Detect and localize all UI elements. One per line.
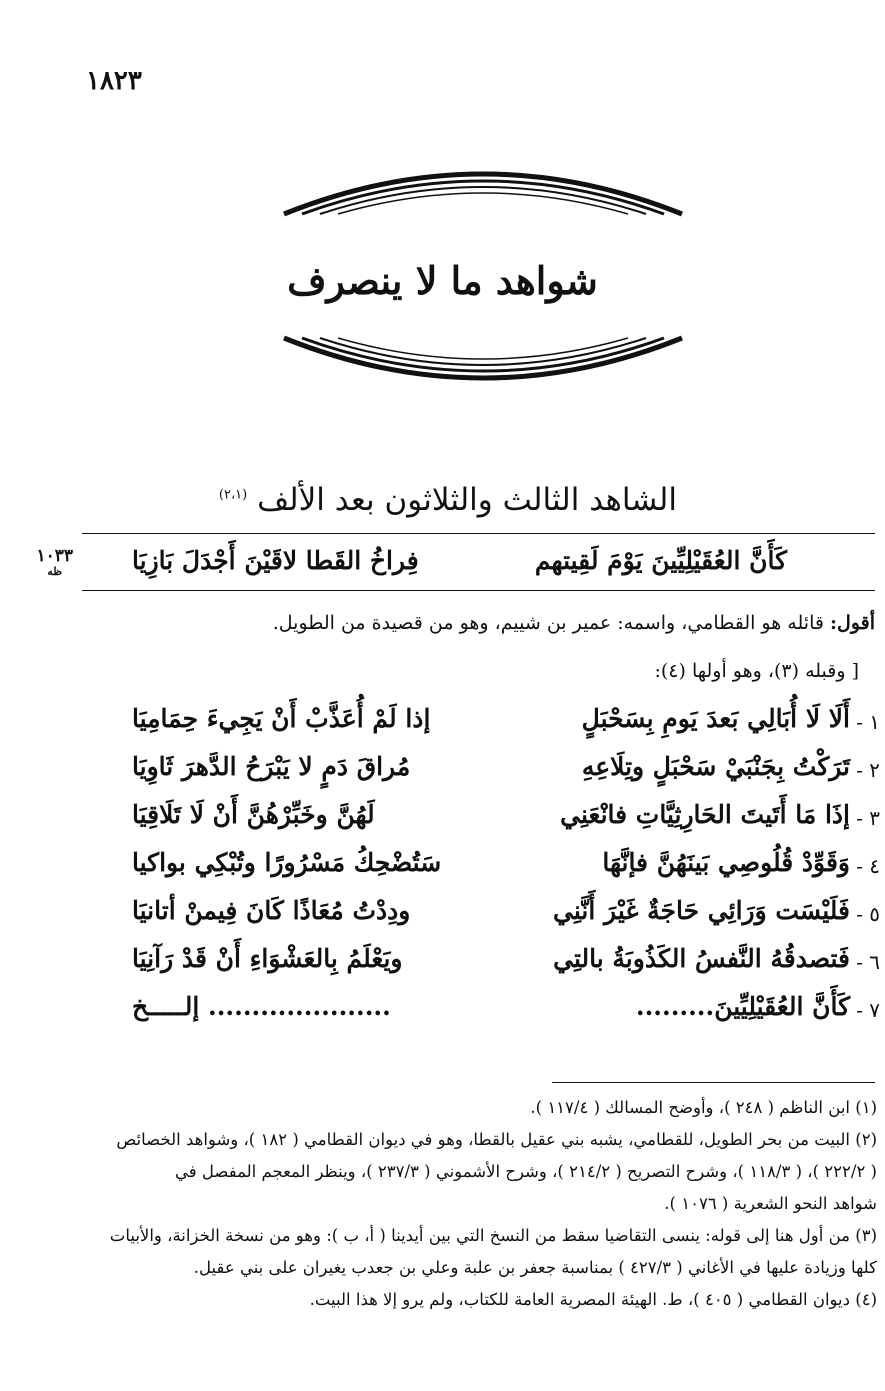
poem-line-sadr: كَأَنَّ العُقَيْلِيِّينَ......... — [635, 992, 850, 1021]
section-title — [219, 482, 677, 518]
poem-line-number: ١ - — [856, 710, 880, 734]
footnote-line: (٢) البيت من بحر الطويل، للقطامي، يشبه بني عقيل بالقطا، وهو في ديوان القطامي ( ١٨٢ )، وشواهد الخصائص — [116, 1130, 877, 1149]
poem-line-sadr: أَلَا لَا أُبَالِي بَعدَ يَومِ بِسَحْبَلٍ — [581, 704, 850, 733]
poem-line-number: ٧ - — [856, 998, 880, 1022]
poem-line-ajz: إذا لَمْ أُعَذَّبْ أَنْ يَجِيءَ حِمَامِيَا — [132, 704, 431, 733]
poem-line-sadr: وَقَوِّدْ قُلُوصِي بَينَهُنَّ فإنَّهَا — [602, 848, 850, 877]
shahid-marker: ظه — [47, 565, 63, 578]
intro-text: قائله هو القطامي، واسمه: عمير بن شييم، وهو من قصيدة من الطويل. — [272, 612, 824, 634]
poem-line-sadr: تَرَكْتُ بِجَنْبَيْ سَحْبَلٍ وتِلَاعِهِ — [581, 752, 850, 781]
footnote-line: (٣) من أول هنا إلى قوله: ينسى التقاضيا سقط من النسخ التي بين أيدينا ( أ، ب ): وهو من نسخة الخزانة، والأبيات — [109, 1226, 877, 1245]
shahid-number — [36, 548, 73, 580]
poem-line — [100, 752, 880, 798]
poem-line-ajz: لَهُنَّ وخَبِّرْهُنَّ أَنْ لَا تَلَاقِيَا — [132, 800, 375, 829]
poem-line-ajz: ويَعْلَمُ بِالعَشْوَاءِ أَنْ قَدْ رَآنِيَا — [132, 944, 403, 973]
page-number: ١٨٢٣ — [86, 66, 142, 96]
footnote-line: (١) ابن الناظم ( ٢٤٨ )، وأوضح المسالك ( ١١٧/٤ ). — [530, 1098, 877, 1117]
rule-top — [82, 533, 875, 534]
poem-line-sadr: إذَا مَا أَتَيتَ الحَارِثِيَّاتِ فانْعَنِي — [560, 800, 850, 829]
shahid-ajz: فِراخُ القَطا لاقَيْنَ أَجْدَلَ بَازِيَا — [132, 546, 419, 575]
shahid-number-value: ١٠٣٣ — [36, 546, 73, 566]
poem-line — [100, 944, 880, 990]
footnote-line: ( ٢٢٢/٢ )، ( ١١٨/٣ )، وشرح التصريح ( ٢١٤/٢ )، وشرح الأشموني ( ٢٣٧/٣ )، وينظر المعجم المفصل في — [175, 1162, 877, 1181]
rule-bottom — [82, 590, 875, 591]
poem-line — [100, 896, 880, 942]
section-title-text: الشاهد الثالث والثلاثون بعد الألف — [257, 482, 677, 518]
poem-line-number: ٤ - — [856, 854, 880, 878]
poem-line — [100, 704, 880, 750]
poem-line-number: ٣ - — [856, 806, 880, 830]
poem-line — [100, 848, 880, 894]
footnote-line: شواهد النحو الشعرية ( ١٠٧٦ ). — [664, 1194, 877, 1213]
section-footnote-ref: (٢،١) — [218, 487, 248, 503]
poem-line — [100, 800, 880, 846]
intro-paragraph — [95, 612, 875, 634]
poem-line-number: ٦ - — [856, 950, 880, 974]
footnote-line: كلها وزيادة عليها في الأغاني ( ٤٢٧/٣ ) بمناسبة جعفر بن علبة وعلي بن جعدب يغيران على بني عقيل. — [193, 1258, 877, 1277]
ornament-top — [280, 142, 686, 218]
intro-label: أقول: — [830, 612, 875, 634]
poem-line-ajz: ودِدْتُ مُعَاذًا كَانَ فِيمنْ أتانيَا — [132, 896, 411, 925]
poem-line-ajz: مُراقَ دَمٍ لا يَبْرَحُ الدَّهرَ ثَاوِيَا — [132, 752, 411, 781]
shahid-sadr: كَأَنَّ العُقَيْلِيِّينَ يَوْمَ لَقِيتهم — [534, 546, 787, 575]
poem-line-ajz: ..................... إلـــــخ — [132, 992, 391, 1021]
poem-line-number: ٢ - — [856, 758, 880, 782]
poem-line-ajz: سَتُضْحِكُ مَسْرُورًا وتُبْكِي بواكيا — [132, 848, 442, 877]
poem-line-sadr: فَتصدقُهُ النَّفسُ الكَذُوبَةُ بالتِي — [553, 944, 850, 973]
poem-line-sadr: فَلَيْسَت وَرَائِي حَاجَةٌ غَيْرَ أَنَّنِي — [553, 896, 850, 925]
footnote-rule — [552, 1082, 875, 1083]
ornament-bottom — [280, 334, 686, 410]
footnote-line: (٤) ديوان القطامي ( ٤٠٥ )، ط. الهيئة المصرية العامة للكتاب، ولم يرو إلا هذا البيت. — [309, 1290, 877, 1309]
poem-line — [100, 992, 880, 1038]
preceding-note: [ وقبله (٣)، وهو أولها (٤): — [654, 660, 859, 682]
poem-line-number: ٥ - — [856, 902, 880, 926]
chapter-title: شواهد ما لا ينصرف — [287, 258, 598, 303]
